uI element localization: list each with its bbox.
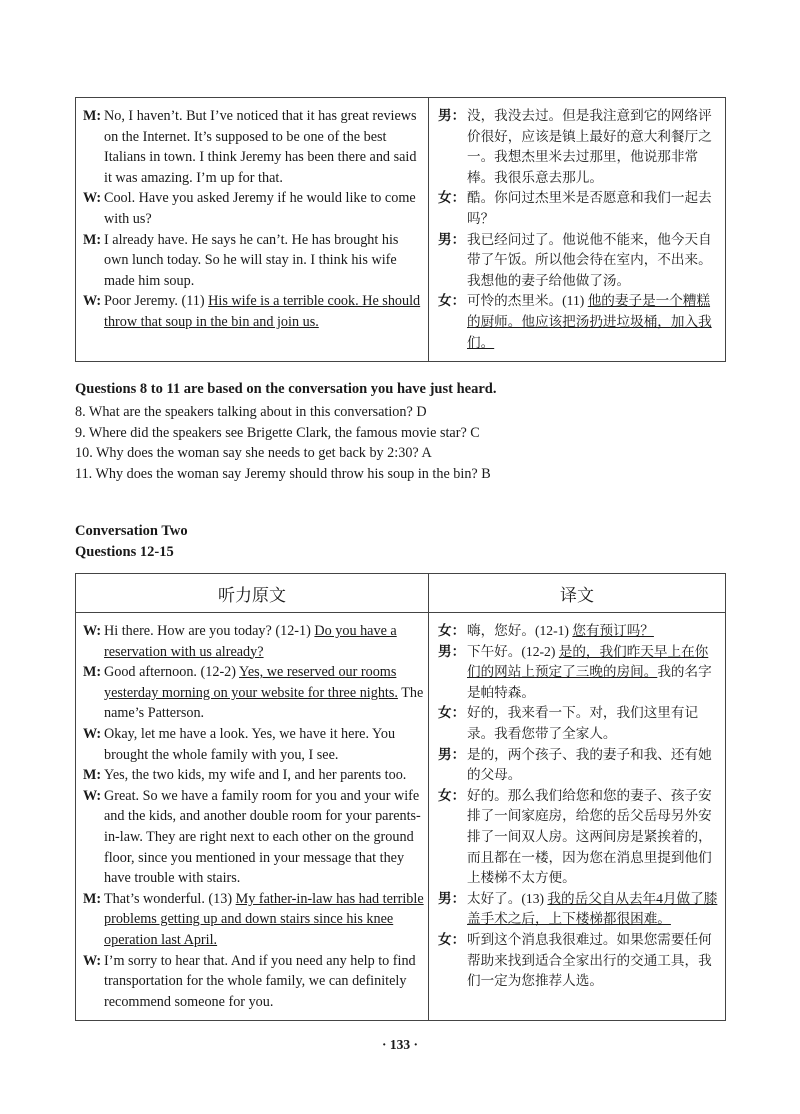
dialogue-segment: No, I haven’t. But I’ve noticed that it has great reviews on the Internet. It’s supposed to be one of the best Italians in town. I think Jeremy has been there and said it was amazing. I’m up for that. (104, 108, 417, 186)
dialogue-text (467, 230, 721, 292)
dialogue-line (83, 786, 424, 889)
dialogue-line (438, 703, 721, 744)
dialogue-text (104, 724, 424, 765)
underlined-answer-text: Do you have a reservation with us already? (104, 623, 397, 660)
dialogue-text (104, 889, 424, 951)
underlined-answer-text: 我的岳父自从去年4月做了膝盖手术之后，上下楼梯都很困难。 (467, 890, 718, 927)
dialogue-text (104, 291, 424, 332)
english-transcript-cell (76, 98, 429, 362)
header-translation: 译文 (429, 574, 726, 613)
dialogue-segment: 酷。你问过杰里米是否愿意和我们一起去吗？ (467, 190, 712, 226)
speaker-label: W: (83, 725, 102, 742)
dialogue-line (438, 106, 721, 188)
dialogue-segment: 嗨，您好。(12-1) (467, 623, 573, 638)
underlined-answer-text: My father-in-law has had terrible problems getting up and down stairs since his knee operation last April. (104, 890, 424, 948)
chinese-translation-cell (429, 613, 726, 1021)
dialogue-line (438, 188, 721, 229)
dialogue-line (83, 106, 424, 188)
speaker-label: 男： (438, 890, 466, 906)
dialogue-text (104, 230, 424, 292)
speaker-label: W: (83, 293, 102, 310)
dialogue-line (438, 642, 721, 704)
dialogue-segment: 我的名字是帕特森。 (467, 664, 712, 700)
speaker-label: M: (83, 767, 102, 784)
dialogue-line (83, 724, 424, 765)
dialogue-segment: 可怜的杰里米。(11) (467, 293, 588, 309)
speaker-label: 女： (438, 787, 466, 803)
question-item: 9. Where did the speakers see Brigette Clark, the famous movie star? C (75, 424, 480, 441)
dialogue-segment: Yes, the two kids, my wife and I, and her parents too. (104, 767, 407, 784)
conversation-subtitle: Questions 12-15 (75, 543, 174, 560)
dialogue-segment: The name’s Patterson. (104, 684, 424, 722)
dialogue-text (104, 786, 424, 889)
dialogue-text (104, 662, 424, 724)
underlined-answer-text: His wife is a terrible cook. He should throw that soup in the bin and join us. (104, 293, 421, 330)
dialogue-text (467, 291, 721, 353)
dialogue-text (467, 745, 721, 786)
dialogue-segment: 听到这个消息我很难过。如果您需要任何帮助来找到适合全家出行的交通工具，我们一定为您推荐人选。 (467, 931, 712, 989)
dialogue-text (104, 106, 424, 188)
speaker-label: W: (83, 952, 102, 969)
dialogue-line (438, 745, 721, 786)
dialogue-segment: 太好了。(13) (467, 890, 548, 906)
underlined-answer-text: 您有预订吗？ (572, 623, 654, 638)
dialogue-segment: 下午好。(12-2) (467, 643, 559, 659)
speaker-label: 女： (438, 931, 466, 947)
speaker-label: M: (83, 108, 102, 124)
dialogue-text (467, 106, 721, 188)
speaker-label: 女： (438, 623, 466, 638)
dialogue-text (467, 786, 721, 889)
speaker-label: 男： (438, 643, 466, 659)
speaker-label: M: (83, 664, 102, 681)
header-original-transcript: 听力原文 (76, 574, 429, 613)
speaker-label: 女： (438, 705, 466, 721)
question-item: 8. What are the speakers talking about in this conversation? D (75, 404, 427, 420)
transcript-table-2 (75, 573, 726, 1021)
speaker-label: M: (83, 890, 102, 907)
conversation-two-heading (75, 521, 188, 562)
question-item: 10. Why does the woman say she needs to get back by 2:30? A (75, 445, 432, 462)
dialogue-segment: 我已经问过了。他说他不能来，他今天自带了午饭。所以他会待在室内，不出来。我想他的妻子给他做了汤。 (467, 231, 712, 288)
dialogue-text (104, 765, 424, 786)
page-number: · 133 · (381, 1037, 418, 1052)
dialogue-text (467, 889, 721, 930)
speaker-label: 男： (438, 231, 466, 247)
dialogue-line (83, 291, 424, 332)
dialogue-segment: 好的，我来看一下。对，我们这里有记录。我看您带了全家人。 (467, 705, 699, 741)
dialogue-segment: I’m sorry to hear that. And if you need any help to find transportation for the whole family, we can definitely recommend someone for you. (104, 952, 416, 1010)
dialogue-segment: I already have. He says he can’t. He has brought his own lunch today. So he will stay in. I think his wife made him soup. (104, 231, 399, 289)
question-list (75, 402, 491, 484)
dialogue-text (104, 951, 424, 1013)
dialogue-line (83, 889, 424, 951)
dialogue-text (467, 930, 721, 992)
dialogue-line (438, 621, 721, 642)
transcript-table-1 (75, 97, 726, 362)
dialogue-text (104, 188, 424, 229)
dialogue-line (83, 765, 424, 786)
english-transcript-cell (76, 613, 429, 1021)
speaker-label: 女： (438, 293, 466, 309)
speaker-label: M: (83, 231, 102, 248)
dialogue-line (438, 291, 721, 353)
speaker-label: W: (83, 787, 102, 804)
dialogue-segment: 是的，两个孩子、我的妻子和我、还有她的父母。 (467, 746, 712, 783)
underlined-answer-text: Yes, we reserved our rooms yesterday morning on your website for three nights. (104, 664, 398, 701)
dialogue-line (83, 662, 424, 724)
dialogue-line (83, 188, 424, 229)
speaker-label: 男： (438, 108, 466, 123)
dialogue-text (467, 621, 721, 642)
dialogue-line (438, 889, 721, 930)
conversation-title: Conversation Two (75, 523, 188, 539)
dialogue-line (438, 930, 721, 992)
dialogue-line (438, 230, 721, 292)
underlined-answer-text: 是的，我们昨天早上在你们的网站上预定了三晚的房间。 (467, 643, 709, 680)
dialogue-segment: Poor Jeremy. (11) (104, 293, 209, 310)
chinese-translation-cell (429, 98, 726, 362)
dialogue-line (83, 951, 424, 1013)
dialogue-segment: 没，我没去过。但是我注意到它的网络评价很好，应该是镇上最好的意大利餐厅之一。我想杰里米去过那里，他说那非常棒。我很乐意去那儿。 (467, 108, 712, 185)
speaker-label: 男： (438, 746, 466, 762)
speaker-label: W: (83, 190, 102, 207)
dialogue-segment: Good afternoon. (12-2) (104, 664, 240, 681)
dialogue-text (467, 703, 721, 744)
underlined-answer-text: 他的妻子是一个糟糕的厨师。他应该把汤扔进垃圾桶，加入我们。 (467, 293, 712, 350)
dialogue-text (467, 642, 721, 704)
dialogue-segment: Cool. Have you asked Jeremy if he would like to come with us? (104, 190, 416, 227)
question-item: 11. Why does the woman say Jeremy should throw his soup in the bin? B (75, 465, 491, 482)
questions-heading: Questions 8 to 11 are based on the conversation you have just heard. (75, 381, 497, 397)
dialogue-segment: That’s wonderful. (13) (104, 890, 236, 907)
dialogue-segment: 好的。那么我们给您和您的妻子、孩子安排了一间家庭房，给您的岳父岳母另外安排了一间双人房。这两间房是紧挨着的，而且都在一楼，因为您在消息里提到他们上楼梯不太方便。 (467, 787, 712, 886)
speaker-label: 女： (438, 190, 466, 206)
dialogue-text (104, 621, 424, 662)
dialogue-segment: Hi there. How are you today? (12-1) (104, 623, 315, 639)
dialogue-text (467, 188, 721, 229)
dialogue-segment: Okay, let me have a look. Yes, we have it here. You brought the whole family with you, I see. (104, 725, 396, 763)
dialogue-line (83, 621, 424, 662)
dialogue-line (83, 230, 424, 292)
dialogue-line (438, 786, 721, 889)
speaker-label: W: (83, 623, 102, 639)
dialogue-segment: Great. So we have a family room for you and your wife and the kids, and another double room for your parents-in-law. They are right next to each other on the ground floor, since you mentioned in your message that they have trouble with stairs. (104, 787, 421, 887)
